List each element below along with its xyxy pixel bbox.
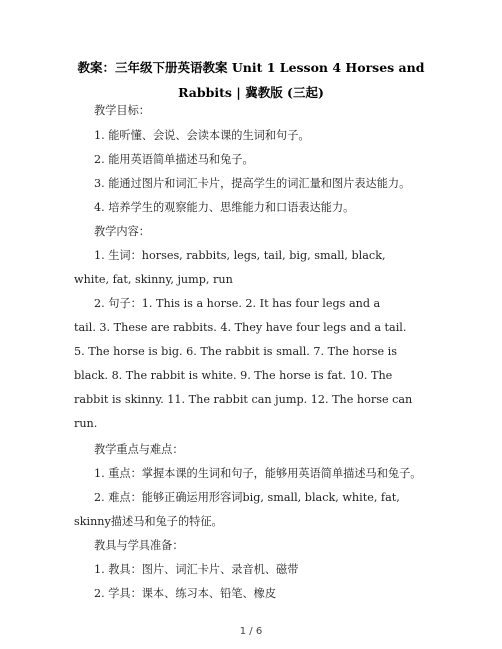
- objective-item-3: 3. 能通过图片和词汇卡片，提高学生的词汇量和图片表达能力。: [94, 177, 411, 190]
- vocabulary-line-1: 1. 生词：horses, rabbits, legs, tail, big, small, black,: [94, 249, 386, 262]
- sentences-line-4: black. 8. The rabbit is white. 9. The horse is fat. 10. The: [74, 369, 393, 382]
- document-title-line-1: 教案：三年级下册英语教案 Unit 1 Lesson 4 Horses and: [77, 60, 425, 75]
- sentences-line-3: 5. The horse is big. 6. The rabbit is small. 7. The horse is: [74, 345, 397, 358]
- objective-item-1: 1. 能听懂、会说、会读本课的生词和句子。: [94, 129, 310, 142]
- section-heading-content: 教学内容：: [94, 225, 150, 238]
- section-heading-objectives: 教学目标：: [94, 104, 150, 117]
- materials-item-teacher: 1. 教具：图片、词汇卡片、录音机、磁带: [94, 563, 299, 576]
- sentences-line-5: rabbit is skinny. 11. The rabbit can jump. 12. The horse can: [74, 393, 413, 406]
- sentences-line-2: tail. 3. These are rabbits. 4. They have four legs and a tail.: [74, 321, 407, 334]
- materials-item-student: 2. 学具：课本、练习本、铅笔、橡皮: [94, 587, 277, 600]
- sentences-line-1: 2. 句子：1. This is a horse. 2. It has four legs and a: [94, 297, 381, 310]
- objective-item-4: 4. 培养学生的观察能力、思维能力和口语表达能力。: [94, 201, 355, 214]
- section-heading-materials: 教具与学具准备：: [94, 539, 184, 552]
- key-point-item: 1. 重点：掌握本课的生词和句子，能够用英语简单描述马和兔子。: [94, 467, 422, 480]
- document-title-line-2: Rabbits | 冀教版 (三起): [178, 85, 324, 100]
- difficulty-line-1: 2. 难点：能够正确运用形容词big, small, black, white, fat,: [94, 491, 400, 504]
- vocabulary-line-2: white, fat, skinny, jump, run: [74, 273, 233, 286]
- sentences-line-6: run.: [74, 417, 98, 430]
- difficulty-line-2: skinny描述马和兔子的特征。: [74, 515, 223, 528]
- page-indicator: 1 / 6: [239, 626, 263, 637]
- section-heading-key-points: 教学重点与难点：: [94, 443, 184, 456]
- objective-item-2: 2. 能用英语简单描述马和兔子。: [94, 153, 254, 166]
